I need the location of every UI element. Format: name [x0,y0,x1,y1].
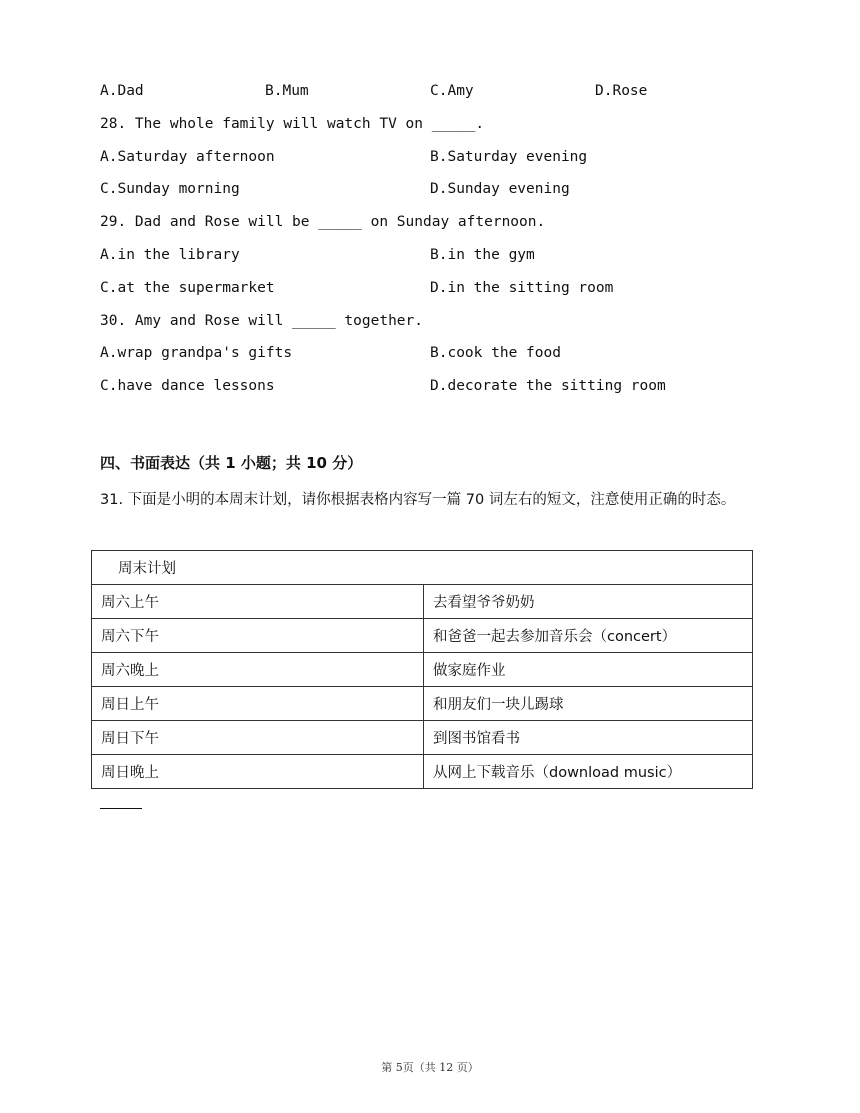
q27-option-b: B.Mum [265,83,309,99]
time-cell: 周六下午 [92,619,424,653]
q28-stem: 28. The whole family will watch TV on _____. [100,116,485,132]
q28-option-c: C.Sunday morning [100,181,240,197]
table-row [92,721,753,755]
table-title: 周末计划 [92,551,753,585]
q29-option-c: C.at the supermarket [100,280,275,296]
section-heading: 四、书面表达（共 1 小题；共 10 分） [100,454,363,472]
plan-cell: 和朋友们一块儿踢球 [424,687,753,721]
table-row [92,755,753,789]
time-cell: 周六上午 [92,585,424,619]
plan-cell: 和爸爸一起去参加音乐会（concert） [424,619,753,653]
q30-option-b: B.cook the food [430,345,561,361]
q29-option-b: B.in the gym [430,247,535,263]
table-header-row [92,551,753,585]
q27-option-a: A.Dad [100,83,144,99]
table-row [92,585,753,619]
time-cell: 周日晚上 [92,755,424,789]
answer-blank-line [100,808,142,809]
weekend-plan-table [91,550,753,789]
table-row [92,653,753,687]
time-cell: 周六晚上 [92,653,424,687]
q29-stem: 29. Dad and Rose will be _____ on Sunday afternoon. [100,214,546,230]
time-cell: 周日上午 [92,687,424,721]
table-row [92,687,753,721]
q30-option-c: C.have dance lessons [100,378,275,394]
q27-option-c: C.Amy [430,83,474,99]
page-footer: 第 5页（共 12 页） [381,1061,479,1074]
plan-cell: 到图书馆看书 [424,721,753,755]
q29-option-d: D.in the sitting room [430,280,614,296]
q30-stem: 30. Amy and Rose will _____ together. [100,313,424,329]
q28-option-b: B.Saturday evening [430,149,588,165]
q30-option-d: D.decorate the sitting room [430,378,666,394]
plan-cell: 去看望爷爷奶奶 [424,585,753,619]
plan-cell: 做家庭作业 [424,653,753,687]
q27-option-d: D.Rose [595,83,648,99]
table-row [92,619,753,653]
q28-option-a: A.Saturday afternoon [100,149,275,165]
q30-option-a: A.wrap grandpa's gifts [100,345,293,361]
q28-option-d: D.Sunday evening [430,181,570,197]
plan-cell: 从网上下载音乐（download music） [424,755,753,789]
writing-prompt: 31. 下面是小明的本周末计划，请你根据表格内容写一篇 70 词左右的短文，注意使用正确的时态。 [100,492,736,508]
time-cell: 周日下午 [92,721,424,755]
q29-option-a: A.in the library [100,247,240,263]
